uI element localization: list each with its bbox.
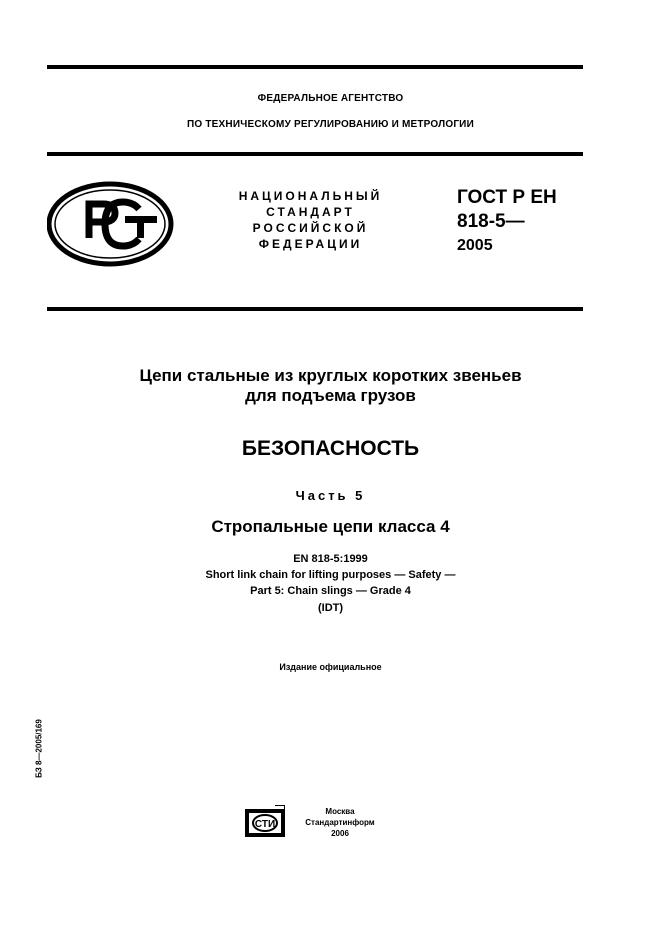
agency-line-2: ПО ТЕХНИЧЕСКОМУ РЕГУЛИРОВАНИЮ И МЕТРОЛОГИИ [187, 119, 474, 130]
part-label: Часть 5 [295, 488, 366, 503]
publisher-year: 2006 [331, 829, 349, 838]
side-code [33, 700, 45, 800]
publisher-logo [245, 805, 285, 842]
publisher-city: Москва [325, 807, 355, 816]
standard-line-4: ФЕДЕРАЦИИ [258, 237, 363, 251]
idt-label: (IDT) [317, 602, 344, 614]
standard-line-2: СТАНДАРТ [266, 205, 355, 219]
en-line-1: Short link chain for lifting purposes — Safety — [205, 569, 456, 581]
title-block-rule [47, 307, 583, 311]
side-code-text: БЗ 8—2005/169 [34, 719, 44, 778]
rst-logo [47, 180, 175, 273]
en-line-2: Part 5: Chain slings — Grade 4 [250, 585, 411, 597]
publisher-logo-text: СТИ [254, 819, 276, 830]
publisher-name: Стандартинформ [305, 818, 375, 827]
agency-line-1: ФЕДЕРАЛЬНОЕ АГЕНТСТВО [257, 93, 404, 104]
standard-line-3: РОССИЙСКОЙ [252, 221, 369, 235]
header-rule [47, 152, 583, 156]
title-main: БЕЗОПАСНОСТЬ [241, 437, 420, 460]
gost-line-2: 818-5— [457, 211, 525, 232]
standard-title [208, 188, 413, 252]
standard-line-1: НАЦИОНАЛЬНЫЙ [238, 189, 383, 203]
en-code: EN 818-5:1999 [293, 553, 368, 565]
publisher-info [290, 806, 390, 839]
gost-year: 2005 [457, 237, 493, 254]
edition-label: Издание официальное [279, 662, 382, 672]
top-rule [47, 65, 583, 69]
gost-designation [457, 186, 557, 258]
title-line-1: Цепи стальные из круглых коротких звеньев [139, 366, 522, 385]
subtitle: Стропальные цепи класса 4 [211, 517, 450, 536]
gost-line-1: ГОСТ Р ЕН [457, 187, 557, 208]
title-line-2: для подъема грузов [245, 386, 416, 405]
